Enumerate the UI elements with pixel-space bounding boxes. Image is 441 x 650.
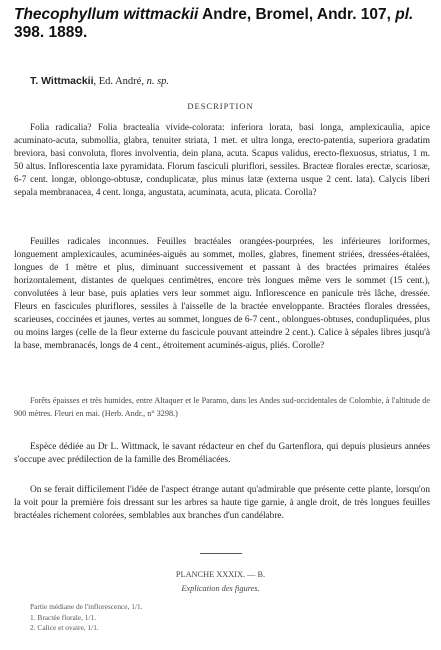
dedication-block xyxy=(14,441,430,467)
figure-legend xyxy=(30,602,143,634)
closing-block xyxy=(14,484,430,523)
plate-year: 398. 1889. xyxy=(14,24,88,41)
species-authority: Andre, Bromel, Andr. 107, xyxy=(202,6,391,23)
legend-item: 2. Calice et ovaire, 1/1. xyxy=(30,623,99,632)
taxon-author: , Ed. André, xyxy=(93,76,147,87)
latin-description xyxy=(14,122,430,200)
plate-label: pl. xyxy=(395,6,414,23)
section-divider xyxy=(200,553,242,554)
description-heading: DESCRIPTION xyxy=(187,101,254,111)
legend-item: Partie médiane de l'inflorescence, 1/1. xyxy=(30,602,143,611)
french-paragraph-1: Feuilles radicales inconnues. Feuilles bractéales orangées-pourprées, les inférieures loriformes, longuement amplexicaules, acuminées-aiguës au sommet, molles, glabres, finement striées, dressées-étalées, longues de 1 mètre et plus, diminuant successivement et passant à des bractées primaires étalées horizontalement, distantes de quelques centimètres, encore très longues même vers le sommet (15 cent.), convolutées à leur base, puis aplaties vers leur sommet aigu. Inflorescence en panicule très lâche, dressée. Fleurs en fascicules pluriflores, sessiles à l'aisselle de la bractée enveloppante. Bractées florales dressées, scarieuses, coccinées et jaunes, vertes au sommet, longues de 6-7 cent., oblongues-obtuses, condupliquées, plus ou moins larges (celle de la fleur externe du fascicule pouvant atteindre 2 cent.). Calice à sépales libres jusqu'à la base, membranacés, longs de 4 cent., étroitement acuminés-aigus, pliés. Corolle? xyxy=(14,237,430,351)
french-description xyxy=(14,236,430,353)
plate-number: PLANCHE XXXIX. — B. xyxy=(175,570,266,579)
dedication-paragraph: Espèce dédiée au Dr L. Wittmack, le savant rédacteur en chef du Gartenflora, qui depuis plusieurs années s'occupe avec prédilection de la famille des Broméliacées. xyxy=(14,442,430,465)
habitat-note xyxy=(14,395,430,420)
legend-item: 1. Bractée florale, 1/1. xyxy=(30,612,97,622)
latin-paragraph: Folia radicalia? Folia bractealia vivide-colorata: inferiora lorata, basi longa, amplexicaulia, apice acuminato-acuta, submollia, glabra, tenuiter striata, 1 met. et ultra longa, erecto-patentia, superiora gradatim breviora, basi convoluta, flores involventia, dein plana, acuta. Scapus validus, erecto-flexuosus, striatus, 1 m. 50 altus. Inflorescentia laxe pyramidata. Florum fasciculi pluriflori, sessiles. Bracteæ florales erectæ, scariosæ, 6-7 cent. longæ, oblongo-obtusæ, conduplicatæ, plus minus latæ (externa usque 2 cent. lata). Calycis liberi sepala membranacea, 4 cent. longa, angustata, acuminata, acuta, plicata. Corolla? xyxy=(14,123,430,198)
taxon-heading xyxy=(30,75,430,87)
closing-paragraph: On se ferait difficilement l'idée de l'aspect étrange autant qu'admirable que présente cette plante, lorsqu'on la voit pour la première fois dressant sur les arbres sa haute tige garnie, à angle droit, de très longues feuilles bractéales richement colorées, semblables aux branches d'un candélabre. xyxy=(14,485,430,521)
taxon-name: T. Wittmackii xyxy=(30,75,94,87)
plate-caption: Explication des figures. xyxy=(181,584,260,593)
species-title xyxy=(14,6,429,42)
taxon-status: n. sp. xyxy=(146,76,170,87)
french-paragraph-2: Forêts épaisses et très humides, entre Altaquer et le Paramo, dans les Andes sud-occidentales de Colombie, à l'altitude de 900 mètres. Fleuri en mai. (Herb. Andr., n° 3298.) xyxy=(14,396,430,418)
species-name: Thecophyllum wittmackii xyxy=(14,6,199,23)
